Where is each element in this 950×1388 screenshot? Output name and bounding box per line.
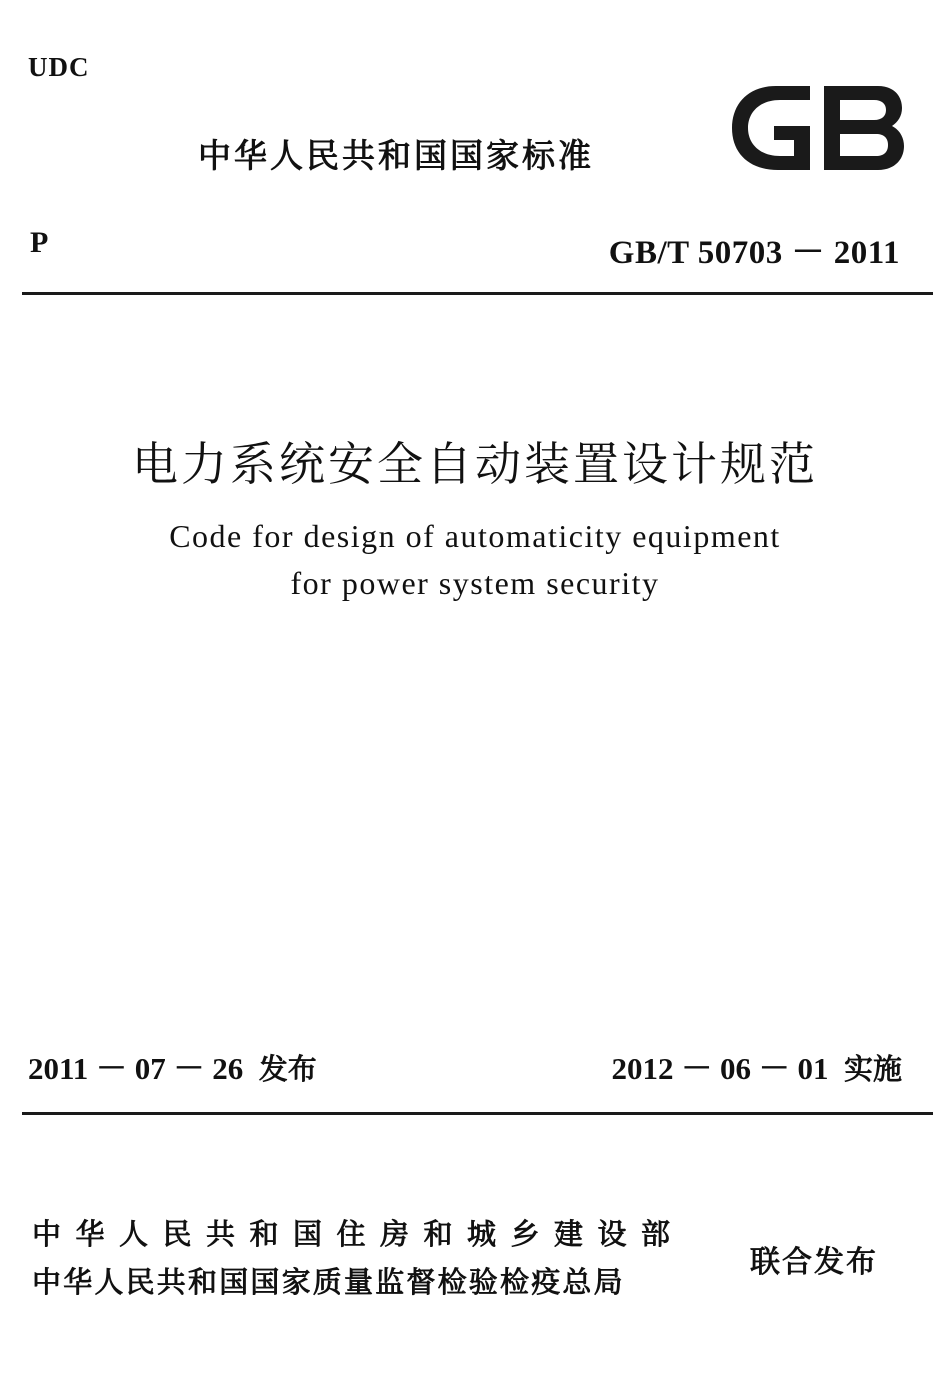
title-english-line1: Code for design of automaticity equipment bbox=[169, 518, 781, 554]
title-chinese: 电力系统安全自动装置设计规范 bbox=[132, 437, 818, 491]
classification-code: P bbox=[30, 226, 49, 259]
issuer-ministry: 中华人民共和国住房和城乡建设部 bbox=[32, 1217, 685, 1251]
issue-date: 2011 － 07 － 26 bbox=[28, 1051, 244, 1086]
implement-date: 2012 － 06 － 01 bbox=[611, 1051, 829, 1086]
standard-type: 中华人民共和国国家标准 bbox=[198, 136, 594, 175]
issuer-aqsiq: 中华人民共和国国家质量监督检验检疫总局 bbox=[32, 1265, 625, 1299]
implement-label: 实施 bbox=[843, 1052, 902, 1086]
gb-logo bbox=[728, 82, 906, 174]
issue-date-block bbox=[28, 1043, 317, 1088]
bottom-divider bbox=[22, 1112, 933, 1115]
joint-issue-label: 联合发布 bbox=[750, 1245, 878, 1280]
title-english-line2: for power system security bbox=[290, 565, 660, 601]
implement-date-block bbox=[611, 1043, 902, 1088]
udc-label: UDC bbox=[28, 52, 90, 82]
issue-label: 发布 bbox=[258, 1052, 317, 1086]
standard-number: GB/T 50703 － 2011 bbox=[608, 235, 900, 271]
top-divider bbox=[22, 292, 933, 295]
